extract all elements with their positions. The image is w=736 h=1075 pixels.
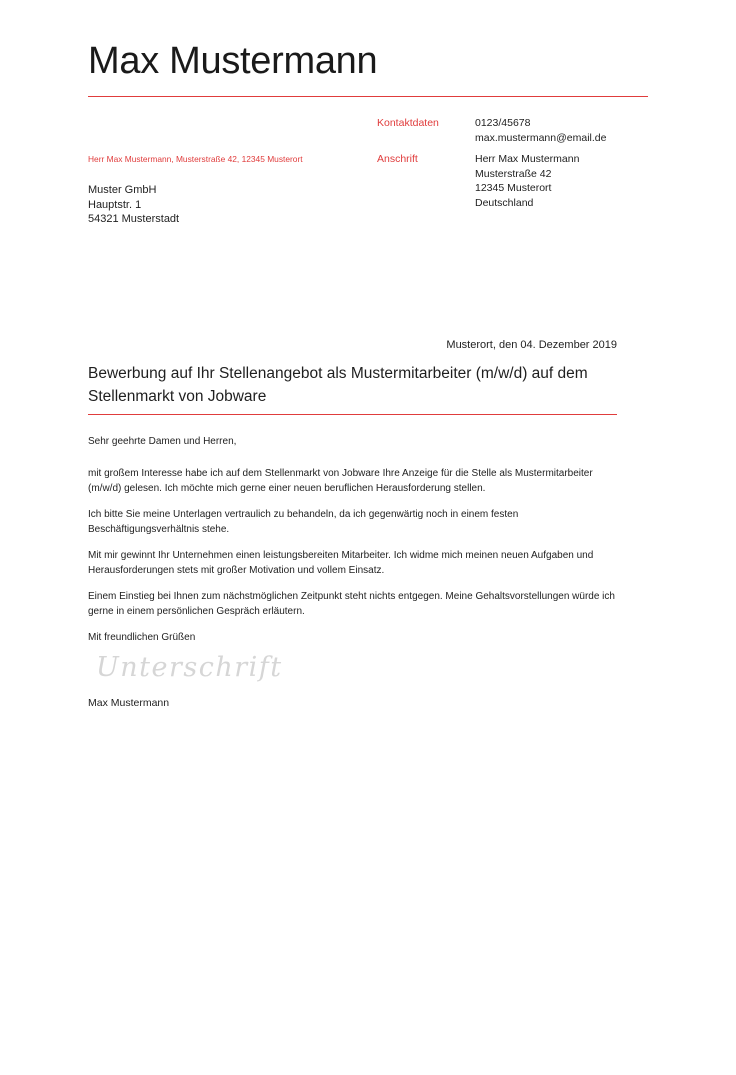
salutation: Sehr geehrte Damen und Herren, — [88, 436, 237, 447]
sender-return-address: Herr Max Mustermann, Musterstraße 42, 12345 Musterort — [88, 154, 303, 164]
address-label: Anschrift — [377, 153, 418, 165]
sender-address — [475, 152, 579, 210]
subject-divider — [88, 414, 617, 415]
body-paragraph: Einem Einstieg bei Ihnen zum nächstmöglichen Zeitpunkt steht nichts entgegen. Meine Gehaltsvorstellungen würde ich gerne in einem persönlichen Gespräch erläutern. — [88, 591, 615, 617]
body-paragraph: mit großem Interesse habe ich auf dem Stellenmarkt von Jobware Ihre Anzeige für die Stelle als Mustermitarbeiter (m/w/d) gelesen. Ich möchte mich gerne einer neuen beruflichen Herausforderung stellen. — [88, 468, 593, 494]
recipient-line: Muster GmbH — [88, 184, 157, 196]
header-divider — [88, 96, 648, 97]
closing: Mit freundlichen Grüßen — [88, 632, 196, 643]
sender-name-heading: Max Mustermann — [88, 40, 378, 82]
recipient-line: 54321 Musterstadt — [88, 213, 180, 226]
letter-date: Musterort, den 04. Dezember 2019 — [446, 339, 617, 351]
address-line: Musterstraße 42 — [475, 167, 552, 180]
letter-subject: Bewerbung auf Ihr Stellenangebot als Mustermitarbeiter (m/w/d) auf dem Stellenmarkt von Jobware — [88, 365, 588, 405]
signature-placeholder: Unterschrift — [96, 652, 283, 683]
recipient-line: Hauptstr. 1 — [88, 198, 142, 211]
signature-name: Max Mustermann — [88, 697, 170, 709]
address-line: Herr Max Mustermann — [475, 153, 580, 165]
phone-number: 0123/45678 — [475, 117, 531, 129]
contact-label: Kontaktdaten — [377, 117, 439, 129]
address-line: Deutschland — [475, 196, 534, 209]
address-line: 12345 Musterort — [475, 182, 552, 195]
contact-details — [475, 116, 606, 145]
email-address: max.mustermann@email.de — [475, 131, 607, 144]
body-paragraph: Ich bitte Sie meine Unterlagen vertraulich zu behandeln, da ich gegenwärtig noch in einem festen Beschäftigungsverhältnis stehe. — [88, 509, 519, 535]
recipient-address — [88, 183, 179, 227]
body-paragraph: Mit mir gewinnt Ihr Unternehmen einen leistungsbereiten Mitarbeiter. Ich widme mich meinen neuen Aufgaben und Herausforderungen stets mit großer Motivation und vollem Einsatz. — [88, 550, 594, 576]
letter-body — [88, 434, 618, 656]
